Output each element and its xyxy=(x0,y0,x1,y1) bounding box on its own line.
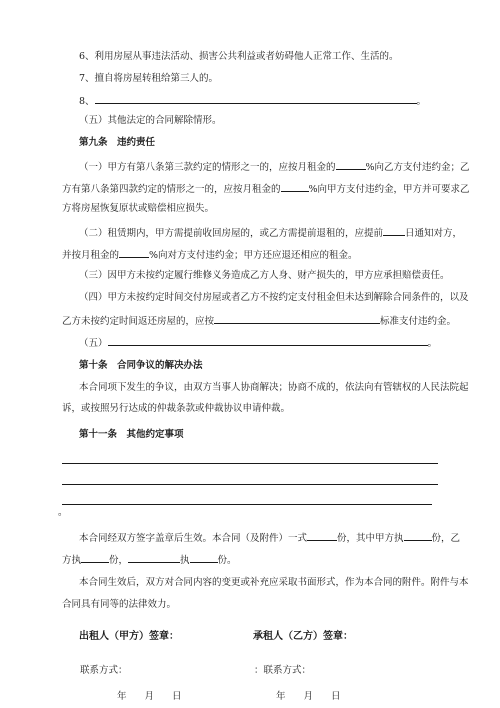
blank-line xyxy=(214,313,380,324)
period-mark: 。 xyxy=(58,507,68,518)
clause-8-item-8: 8、 。 xyxy=(79,93,426,108)
blank-line xyxy=(336,159,366,170)
lessor-contact-label: 联系方式： xyxy=(80,665,128,676)
blank-line xyxy=(119,247,149,258)
section-9-title: 第九条 违约责任 xyxy=(79,137,156,148)
blank-line xyxy=(62,463,438,464)
blank-line xyxy=(404,530,432,541)
blank-line xyxy=(95,93,417,104)
amendment-line-1: 本合同生效后，双方对合同内容的变更或补充应采取书面形式，作为本合同的附件。附件与本 xyxy=(79,577,469,588)
clause-9-2-line-2: 并按月租金的 %向对方支付违约金；甲方还应退还相应的租金。 xyxy=(62,247,358,262)
clause-9-1-line-1: （一）甲方有第八条第三款约定的情形之一的，应按月租金的 %向乙方支付违约金；乙 xyxy=(79,159,470,174)
lessor-signature-label: 出租人（甲方）签章： xyxy=(79,631,179,642)
amendment-line-2: 合同具有同等的法律效力。 xyxy=(62,599,177,610)
blank-line xyxy=(190,552,218,563)
clause-9-1-line-3: 方将房屋恢复原状或赔偿相应损失。 xyxy=(62,203,215,214)
blank-line xyxy=(128,552,180,563)
lessor-date: 年 月 日 xyxy=(117,691,182,702)
clause-9-4-line-1: （四）甲方未按约定时间交付房屋或者乙方不按约定支付租金但未达到解除合同条件的，以及 xyxy=(79,292,469,303)
lessee-contact-label: ：联系方式： xyxy=(254,665,312,676)
clause-8-item-7: 7、擅自将房屋转租给第三人的。 xyxy=(79,73,219,84)
clause-9-5: （五） 。 xyxy=(79,335,437,350)
blank-line xyxy=(81,552,109,563)
clause-9-3: （三）因甲方未按约定履行维修义务造成乙方人身、财产损失的，甲方应承担赔偿责任。 xyxy=(79,270,450,281)
blank-line xyxy=(62,484,438,485)
effect-line-1: 本合同经双方签字盖章后生效。本合同（及附件）一式 份，其中甲方执 份，乙 xyxy=(79,530,460,545)
lessee-date: 年 月 日 xyxy=(276,691,341,702)
lessee-signature-label: 承租人（乙方）签章： xyxy=(253,631,353,642)
blank-line xyxy=(383,225,405,236)
section-10-title: 第十条 合同争议的解决办法 xyxy=(79,360,203,371)
clause-9-4-line-2: 乙方未按约定时间返还房屋的，应按 标准支付违约金。 xyxy=(62,313,456,328)
blank-line xyxy=(307,530,337,541)
blank-line xyxy=(281,181,309,192)
section-10-line-1: 本合同项下发生的争议，由双方当事人协商解决；协商不成的，依法向有管辖权的人民法院起 xyxy=(79,382,469,393)
section-10-line-2: 诉，或按照另行达成的仲裁条款或仲裁协议申请仲裁。 xyxy=(62,403,291,414)
blank-line xyxy=(108,335,428,346)
clause-8-item-6: 6、利用房屋从事违法活动、损害公共利益或者妨碍他人正常工作、生活的。 xyxy=(79,51,399,62)
clause-9-1-line-2: 方有第八条第四款约定的情形之一的，应按月租金的 %向甲方支付违约金，甲方并可要求乙 xyxy=(62,181,470,196)
clause-9-2-line-1: （二）租赁期内，甲方需提前收回房屋的，或乙方需提前退租的，应提前 日通知对方， xyxy=(79,225,462,240)
blank-line xyxy=(62,504,432,505)
section-11-title: 第十一条 其他约定事项 xyxy=(79,429,184,440)
effect-line-2: 方执 份， 执 份。 xyxy=(62,552,237,567)
clause-8-item-5: （五）其他法定的合同解除情形。 xyxy=(79,115,222,126)
